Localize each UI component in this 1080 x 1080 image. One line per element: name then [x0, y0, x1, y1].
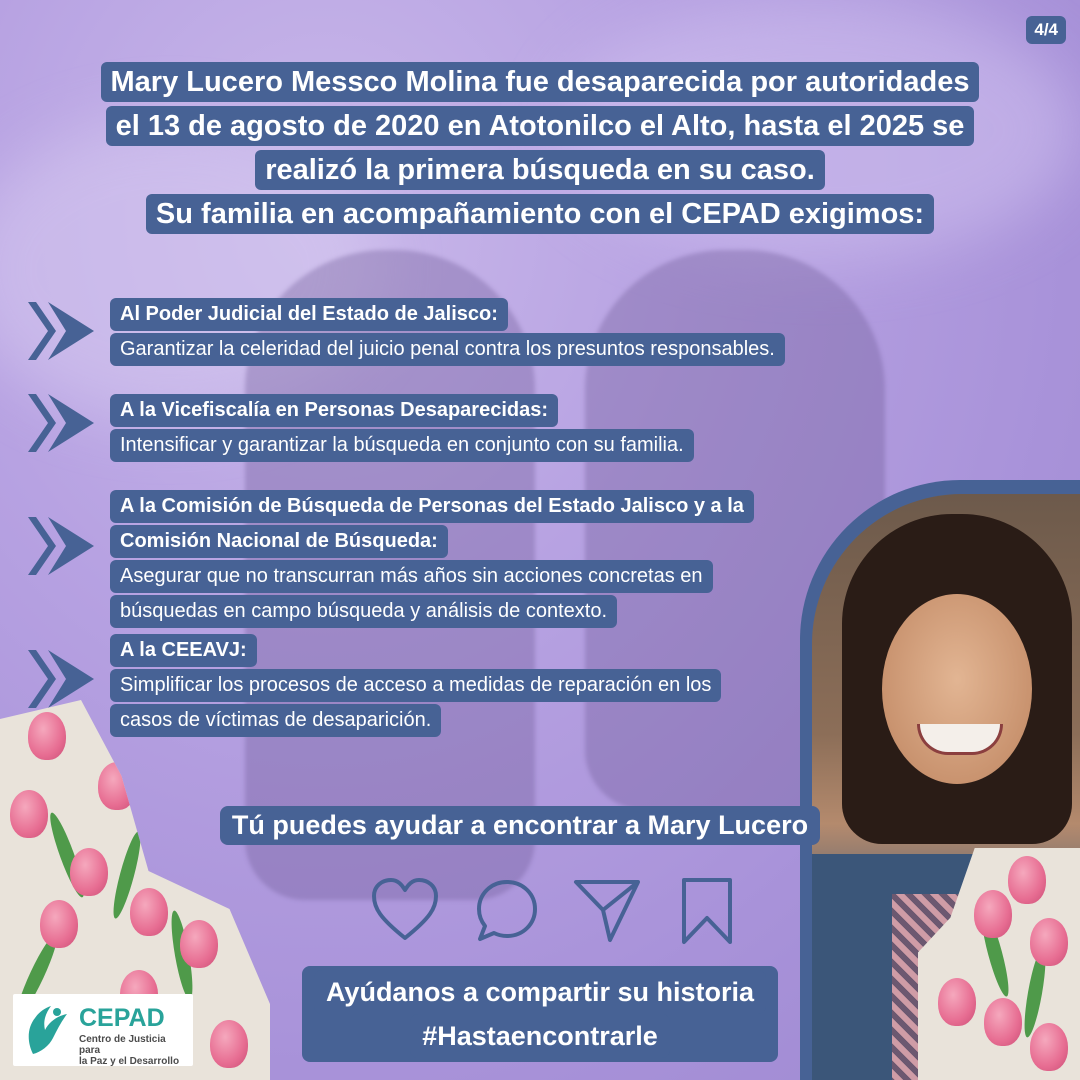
demand-text: Asegurar que no transcurran más años sin acciones concretas en	[110, 560, 713, 593]
share-line: Ayúdanos a compartir su historia	[314, 970, 766, 1014]
chevron-right-icon	[26, 392, 96, 454]
hashtag[interactable]: #Hastaencontrarle	[410, 1014, 670, 1058]
tulip-flower	[98, 762, 136, 810]
demand-text: Intensificar y garantizar la búsqueda en conjunto con su familia.	[110, 429, 694, 462]
social-actions	[370, 876, 740, 946]
tulip-flower	[40, 900, 78, 948]
tulip-flower	[938, 978, 976, 1026]
headline	[40, 60, 1040, 236]
tulip-flower	[10, 790, 48, 838]
headline-line: Mary Lucero Messco Molina fue desaparecida por autoridades	[101, 62, 980, 102]
tulip-flower	[28, 712, 66, 760]
chevron-right-icon	[26, 648, 96, 710]
demand-block	[110, 634, 721, 739]
share-text	[302, 966, 778, 1062]
portrait-face	[882, 594, 1032, 784]
chevron-right-icon	[26, 515, 96, 577]
comment-icon[interactable]	[472, 876, 542, 946]
logo-subtitle	[79, 1034, 189, 1067]
tulip-flower	[984, 998, 1022, 1046]
dove-icon	[23, 1002, 71, 1058]
share-message	[240, 966, 840, 1062]
logo-subtitle-line: Centro de Justicia para	[79, 1034, 166, 1056]
send-icon[interactable]	[572, 876, 642, 946]
headline-line: realizó la primera búsqueda en su caso.	[255, 150, 825, 190]
help-text: Tú puedes ayudar a encontrar a Mary Lucero	[220, 806, 820, 845]
demand-title: A la Comisión de Búsqueda de Personas del Estado Jalisco y a la	[110, 490, 754, 523]
logo-name: CEPAD	[79, 1004, 165, 1032]
demand-text: búsquedas en campo búsqueda y análisis de contexto.	[110, 595, 617, 628]
logo-subtitle-line: la Paz y el Desarrollo	[79, 1056, 180, 1067]
headline-line: el 13 de agosto de 2020 en Atotonilco el Alto, hasta el 2025 se	[106, 106, 975, 146]
demand-block	[110, 394, 694, 464]
page-counter: 4/4	[1026, 16, 1066, 44]
demand-block	[110, 490, 754, 630]
headline-line: Su familia en acompañamiento con el CEPAD exigimos:	[146, 194, 934, 234]
heart-icon[interactable]	[370, 876, 440, 946]
help-message	[180, 806, 860, 845]
tulip-flower	[1030, 918, 1068, 966]
demand-text: Simplificar los procesos de acceso a medidas de reparación en los	[110, 669, 721, 702]
tulip-flower	[130, 888, 168, 936]
tulip-flower	[1008, 856, 1046, 904]
tulip-flower	[70, 848, 108, 896]
demand-title: A la CEEAVJ:	[110, 634, 257, 667]
bookmark-icon[interactable]	[672, 876, 742, 946]
demand-text: Garantizar la celeridad del juicio penal contra los presuntos responsables.	[110, 333, 785, 366]
chevron-right-icon	[26, 300, 96, 362]
demand-title: A la Vicefiscalía en Personas Desaparecidas:	[110, 394, 558, 427]
demand-text: casos de víctimas de desaparición.	[110, 704, 441, 737]
tulip-flower	[180, 920, 218, 968]
tulip-flower	[1030, 1023, 1068, 1071]
demand-title: Comisión Nacional de Búsqueda:	[110, 525, 448, 558]
demand-block	[110, 298, 785, 368]
tulip-flower	[974, 890, 1012, 938]
cepad-logo	[13, 994, 193, 1066]
demand-title: Al Poder Judicial del Estado de Jalisco:	[110, 298, 508, 331]
